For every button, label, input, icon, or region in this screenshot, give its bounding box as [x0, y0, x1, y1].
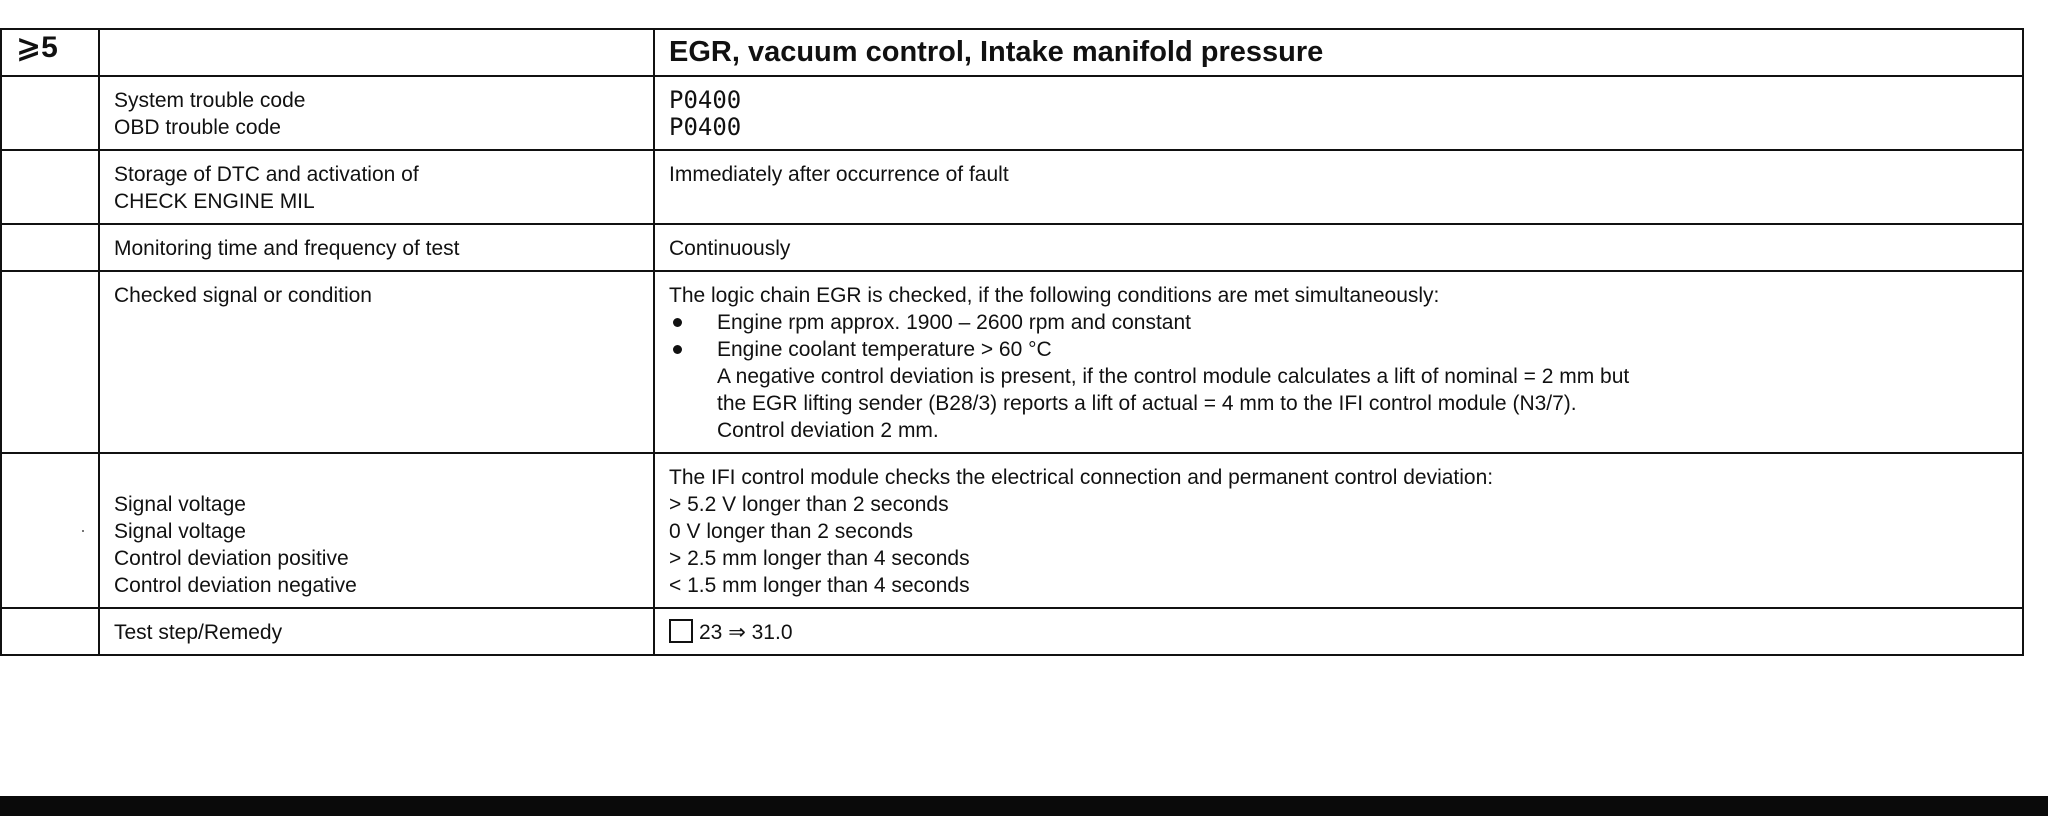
- checked-condition-value: [654, 271, 2023, 453]
- step-number-cell: [1, 29, 99, 76]
- signal-label: Signal voltage: [114, 493, 246, 516]
- remedy-value-cell: [654, 608, 2023, 655]
- storage-label-line-1: Storage of DTC and activation of: [114, 163, 419, 186]
- bullet-icon: [673, 318, 682, 327]
- checkbox-icon: [669, 619, 693, 643]
- step-blank-cell: [1, 453, 99, 608]
- signal-intro: The IFI control module checks the electrical connection and permanent control deviation:: [669, 466, 1494, 489]
- signal-value: > 2.5 mm longer than 4 seconds: [669, 547, 970, 570]
- step-number: 5: [41, 31, 58, 64]
- checked-condition-row: [1, 271, 2023, 453]
- section-title: EGR, vacuum control, Intake manifold pressure: [654, 29, 2023, 76]
- header-row: [1, 29, 2023, 76]
- trouble-code-labels: [99, 76, 654, 150]
- deviation-line: Control deviation 2 mm.: [717, 419, 939, 442]
- storage-row: [1, 150, 2023, 224]
- monitoring-row: [1, 224, 2023, 271]
- trouble-code-row: [1, 76, 2023, 150]
- step-blank-cell: [1, 271, 99, 453]
- header-empty-cell: [99, 29, 654, 76]
- remedy-row: [1, 608, 2023, 655]
- step-blank-cell: [1, 150, 99, 224]
- signal-values: [654, 453, 2023, 608]
- monitoring-label: Monitoring time and frequency of test: [99, 224, 654, 271]
- signal-label: Control deviation negative: [114, 574, 357, 597]
- scan-artifact: [82, 530, 84, 532]
- step-blank-cell: [1, 224, 99, 271]
- signal-value: > 5.2 V longer than 2 seconds: [669, 493, 949, 516]
- remedy-label: Test step/Remedy: [99, 608, 654, 655]
- deviation-line: the EGR lifting sender (B28/3) reports a lift of actual = 4 mm to the IFI control module (N3/7).: [717, 392, 1577, 415]
- monitoring-value: Continuously: [654, 224, 2023, 271]
- condition-list: [669, 309, 2010, 363]
- storage-value: Immediately after occurrence of fault: [654, 150, 2023, 224]
- remedy-value: 23 ⇒ 31.0: [699, 621, 793, 644]
- condition-text: Engine coolant temperature > 60 °C: [717, 338, 1052, 361]
- condition-item: [669, 336, 2010, 363]
- obd-trouble-code-label: OBD trouble code: [114, 116, 281, 139]
- checked-condition-label: Checked signal or condition: [99, 271, 654, 453]
- condition-item: [669, 309, 2010, 336]
- signal-value: 0 V longer than 2 seconds: [669, 520, 914, 543]
- storage-label: [99, 150, 654, 224]
- trouble-code-values: [654, 76, 2023, 150]
- system-trouble-code-label: System trouble code: [114, 89, 306, 112]
- signal-value: < 1.5 mm longer than 4 seconds: [669, 574, 970, 597]
- step-blank-cell: [1, 608, 99, 655]
- signal-label: Signal voltage: [114, 520, 246, 543]
- diagnostic-table: [0, 28, 2024, 656]
- step-blank-cell: [1, 76, 99, 150]
- signal-row: [1, 453, 2023, 608]
- step-symbol: ⩾: [16, 31, 42, 64]
- label-spacer: [114, 464, 641, 491]
- condition-text: Engine rpm approx. 1900 – 2600 rpm and constant: [717, 311, 1191, 334]
- deviation-explanation: [669, 363, 2010, 444]
- system-trouble-code-value: P0400: [669, 86, 742, 114]
- page-bottom-bar: [0, 796, 2048, 816]
- bullet-icon: [673, 345, 682, 354]
- checked-intro: The logic chain EGR is checked, if the following conditions are met simultaneously:: [669, 284, 1440, 307]
- storage-label-line-2: CHECK ENGINE MIL: [114, 190, 315, 213]
- deviation-line: A negative control deviation is present, if the control module calculates a lift of nominal = 2 mm but: [717, 365, 1630, 388]
- signal-labels: [99, 453, 654, 608]
- obd-trouble-code-value: P0400: [669, 113, 742, 141]
- signal-label: Control deviation positive: [114, 547, 349, 570]
